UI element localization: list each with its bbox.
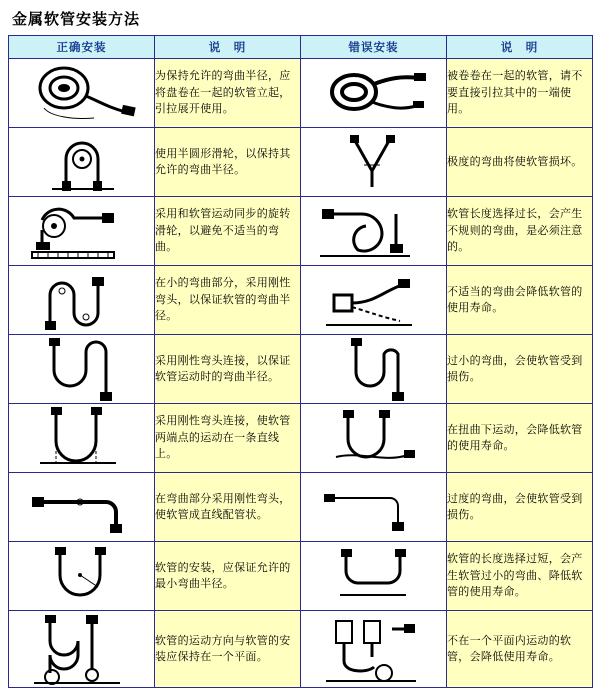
- correct-illustration-cell: [9, 473, 155, 542]
- u-bend-straight-line-icon: [9, 405, 154, 471]
- wrong-description: 过度的弯曲，会使软管受到损伤。: [447, 473, 593, 542]
- page-title: 金属软管安装方法: [12, 10, 141, 28]
- correct-illustration-cell: [9, 59, 155, 128]
- straight-pipe-elbow-icon: [9, 478, 154, 536]
- correct-illustration-cell: [9, 128, 155, 197]
- excessive-bend-icon: [301, 478, 446, 536]
- table-row: [9, 266, 593, 335]
- correct-illustration-cell: [9, 404, 155, 473]
- correct-description: 使用半圆形滑轮，以保持其允许的弯曲半径。: [155, 128, 301, 197]
- min-bend-radius-install-icon: [9, 545, 154, 607]
- wrong-description: 软管的长度选择过短，会产生软管过小的弯曲、降低软管的使用寿命。: [447, 542, 593, 611]
- header-wrong-install: 错误安装: [301, 36, 447, 59]
- table-row: [9, 59, 593, 128]
- rigid-elbow-small-bend-icon: [9, 269, 154, 331]
- wrong-description: 在扭曲下运动，会降低软管的使用寿命。: [447, 404, 593, 473]
- table-row: [9, 197, 593, 266]
- wrong-description: 不适当的弯曲会降低软管的使用寿命。: [447, 266, 593, 335]
- installation-methods-table: [8, 35, 593, 688]
- table-row: [9, 473, 593, 542]
- improper-bend-icon: [301, 269, 446, 331]
- table-header-row: [9, 36, 593, 59]
- correct-description: 为保持允许的弯曲半径，应将盘卷在一起的软管立起，引拉展开使用。: [155, 59, 301, 128]
- twisted-hose-motion-icon: [301, 405, 446, 471]
- correct-illustration-cell: [9, 266, 155, 335]
- out-of-plane-motion-icon: [301, 611, 446, 687]
- correct-illustration-cell: [9, 611, 155, 688]
- wrong-description: 不在一个平面内运动的软管，会降低使用寿命。: [447, 611, 593, 688]
- sharp-bend-hose-icon: [301, 131, 446, 193]
- table-row: [9, 611, 593, 688]
- correct-description: 软管的安装，应保证允许的最小弯曲半径。: [155, 542, 301, 611]
- wrong-description: 被卷卷在一起的软管，请不要直接引拉其中的一端使用。: [447, 59, 593, 128]
- wrong-illustration-cell: [301, 128, 447, 197]
- header-correct-desc: 说 明: [155, 36, 301, 59]
- coiled-hose-roll-icon: [9, 62, 154, 124]
- too-small-bend-icon: [301, 336, 446, 402]
- correct-description: 采用刚性弯头连接，使软管两端点的运动在一条直线上。: [155, 404, 301, 473]
- table-row: [9, 335, 593, 404]
- wrong-illustration-cell: [301, 404, 447, 473]
- wrong-illustration-cell: [301, 542, 447, 611]
- table-row: [9, 542, 593, 611]
- correct-description: 在小的弯曲部分，采用刚性弯头，以保证软管的弯曲半径。: [155, 266, 301, 335]
- correct-illustration-cell: [9, 542, 155, 611]
- table-row: [9, 128, 593, 197]
- rigid-elbow-connection-icon: [9, 336, 154, 402]
- header-wrong-desc: 说 明: [447, 36, 593, 59]
- wrong-description: 软管长度选择过长，会产生不规则的弯曲，是必须注意的。: [447, 197, 593, 266]
- correct-illustration-cell: [9, 197, 155, 266]
- wrong-description: 极度的弯曲将使软管损坏。: [447, 128, 593, 197]
- correct-description: 采用和软管运动同步的旋转滑轮，以避免不适当的弯曲。: [155, 197, 301, 266]
- correct-description: 软管的运动方向与软管的安装应保持在一个平面。: [155, 611, 301, 688]
- tangled-hose-pull-icon: [301, 62, 446, 124]
- correct-description: 在弯曲部分采用刚性弯头，使软管成直线配管状。: [155, 473, 301, 542]
- rotating-pulley-sync-icon: [9, 200, 154, 262]
- wrong-illustration-cell: [301, 473, 447, 542]
- wrong-description: 过小的弯曲，会使软管受到损伤。: [447, 335, 593, 404]
- wrong-illustration-cell: [301, 266, 447, 335]
- over-length-hose-icon: [301, 545, 446, 607]
- wrong-illustration-cell: [301, 611, 447, 688]
- wrong-illustration-cell: [301, 335, 447, 404]
- semicircle-pulley-icon: [9, 131, 154, 193]
- wrong-illustration-cell: [301, 197, 447, 266]
- same-plane-motion-icon: [9, 611, 154, 687]
- header-correct-install: 正确安装: [9, 36, 155, 59]
- wrong-illustration-cell: [301, 59, 447, 128]
- table-row: [9, 404, 593, 473]
- correct-illustration-cell: [9, 335, 155, 404]
- irregular-long-hose-icon: [301, 200, 446, 262]
- correct-description: 采用刚性弯头连接，以保证软管运动时的弯曲半径。: [155, 335, 301, 404]
